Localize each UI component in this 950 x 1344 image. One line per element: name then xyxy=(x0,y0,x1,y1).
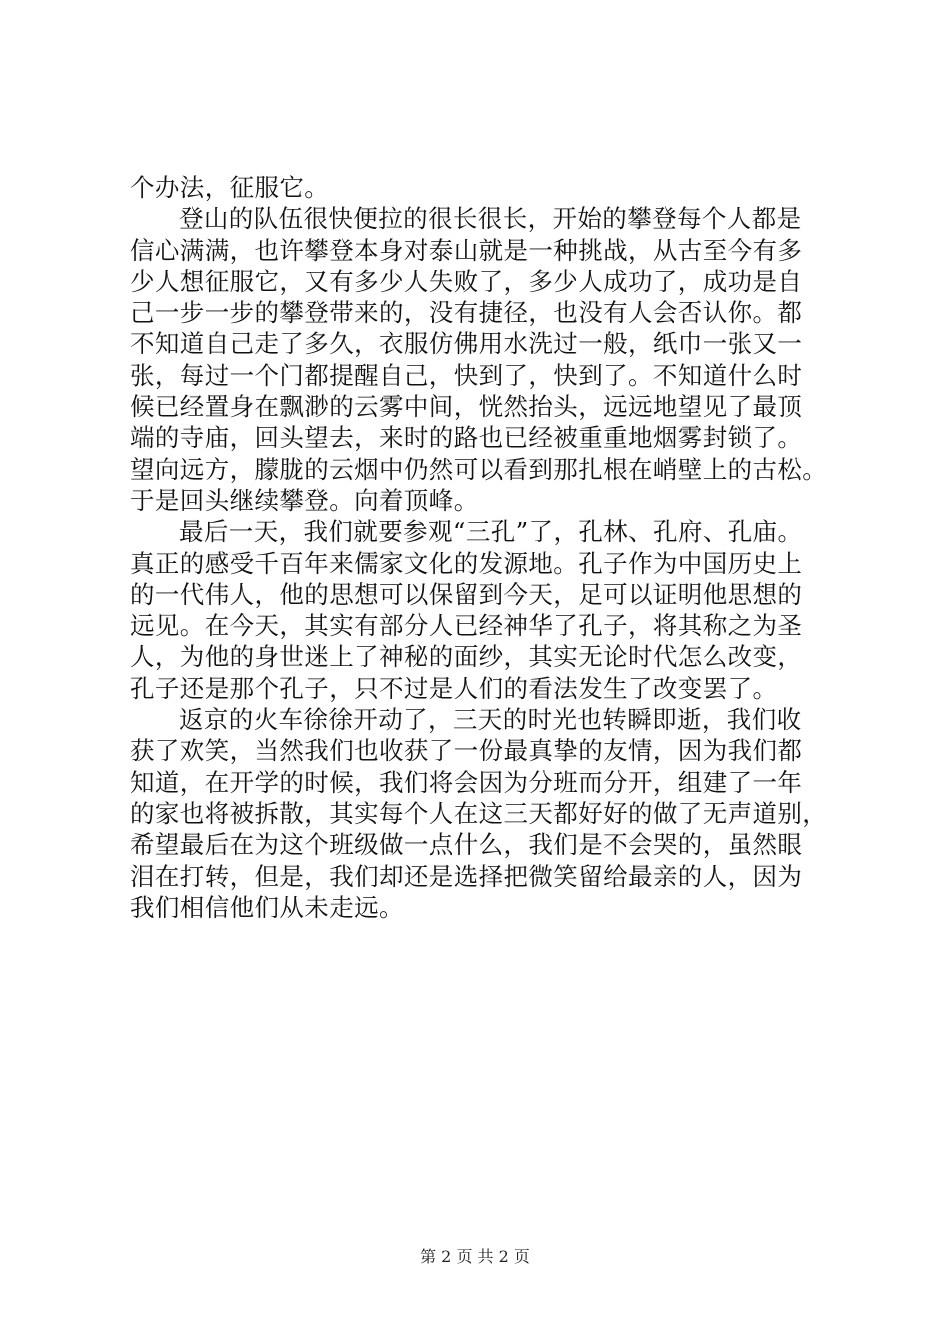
text-line: 希望最后在为这个班级做一点什么，我们是不会哭的，虽然眼 xyxy=(130,830,803,860)
text-line: 知道，在开学的时候，我们将会因为分班而分开，组建了一年 xyxy=(130,767,803,797)
text-line: 我们相信他们从未走远。 xyxy=(130,892,404,922)
text-line: 人，为他的身世迷上了神秘的面纱，其实无论时代怎么改变， xyxy=(130,642,803,672)
text-line: 望向远方，朦胧的云烟中仍然可以看到那扎根在峭壁上的古松。 xyxy=(130,454,828,484)
text-line: 己一步一步的攀登带来的，没有捷径，也没有人会否认你。都 xyxy=(130,298,803,328)
text-line: 端的寺庙，回头望去，来时的路也已经被重重地烟雾封锁了。 xyxy=(130,423,803,453)
page-number-footer: 第 2 页 共 2 页 xyxy=(420,1247,530,1266)
text-line: 远见。在今天，其实有部分人已经神华了孔子，将其称之为圣 xyxy=(130,611,803,641)
text-line: 登山的队伍很快便拉的很长很长，开始的攀登每个人都是 xyxy=(179,204,802,234)
text-line: 少人想征服它，又有多少人失败了，多少人成功了，成功是自 xyxy=(130,266,803,296)
document-body xyxy=(130,172,850,923)
text-line: 的一代伟人，他的思想可以保留到今天，足可以证明他思想的 xyxy=(130,579,803,609)
text-line: 返京的火车徐徐开动了，三天的时光也转瞬即逝，我们收 xyxy=(179,705,802,735)
text-line: 获了欢笑，当然我们也收获了一份最真挚的友情，因为我们都 xyxy=(130,736,803,766)
text-line: 于是回头继续攀登。向着顶峰。 xyxy=(130,485,479,515)
text-line: 真正的感受千百年来儒家文化的发源地。孔子作为中国历史上 xyxy=(130,548,803,578)
text-line: 候已经置身在飘渺的云雾中间，恍然抬头，远远地望见了最顶 xyxy=(130,392,803,422)
text-line: 张，每过一个门都提醒自己，快到了，快到了。不知道什么时 xyxy=(130,360,803,390)
text-line: 泪在打转，但是，我们却还是选择把微笑留给最亲的人，因为 xyxy=(130,861,803,891)
text-line: 的家也将被拆散，其实每个人在这三天都好好的做了无声道别， xyxy=(130,798,828,828)
text-line: 不知道自己走了多久，衣服仿佛用水洗过一般，纸巾一张又一 xyxy=(130,329,803,359)
text-line: 孔子还是那个孔子，只不过是人们的看法发生了改变罢了。 xyxy=(130,673,778,703)
text-line: 最后一天，我们就要参观“三孔”了，孔林、孔府、孔庙。 xyxy=(179,517,803,547)
text-line: 个办法，征服它。 xyxy=(130,173,330,202)
text-line: 信心满满，也许攀登本身对泰山就是一种挑战，从古至今有多 xyxy=(130,235,803,265)
